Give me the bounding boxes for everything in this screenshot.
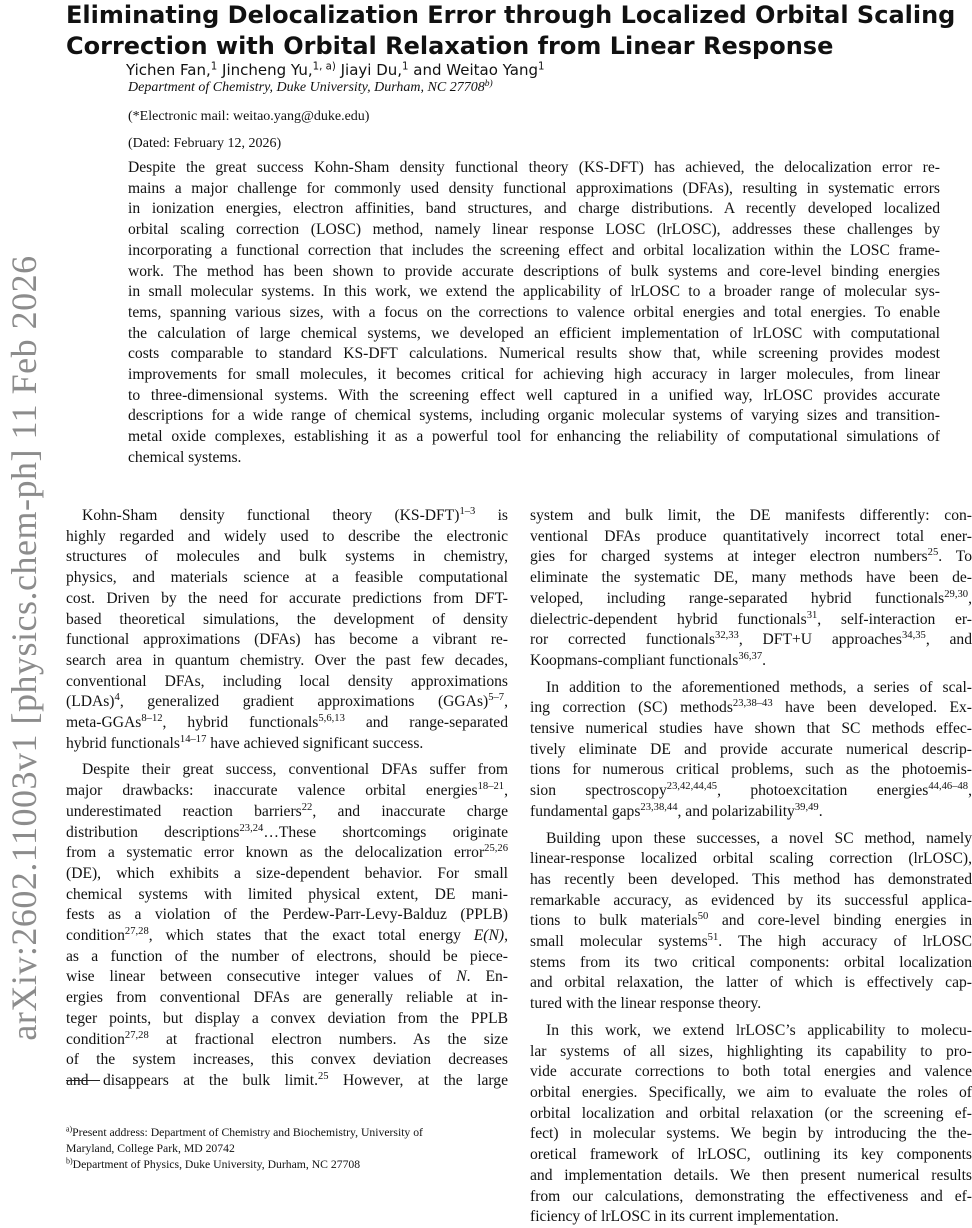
author-name: Jincheng Yu, bbox=[222, 61, 313, 79]
text-line: highly regarded and widely used to describe the electronic bbox=[66, 527, 508, 545]
text-line: ficiency of lrLOSC in its current implementation. bbox=[530, 1208, 839, 1226]
text-line: from our calculations, demonstrating the effectiveness and ef- bbox=[530, 1187, 972, 1205]
text-line: from a systematic error known as the delocalization error$^{25,26}$ bbox=[66, 843, 508, 862]
title-line: Eliminating Delocalization Error through Localized Orbital Scaling bbox=[66, 1, 956, 29]
text-line: fundamental gaps$^{23,38,44}$, and polarizability$^{39,49}$. bbox=[530, 802, 823, 820]
paragraph-introduction bbox=[66, 506, 508, 754]
affiliation: Department of Chemistry, Duke University, Durham, NC 27708$^{b)}$ bbox=[128, 78, 493, 95]
text-line: distribution descriptions$^{23,24}$…These shortcomings originate bbox=[66, 822, 508, 841]
arxiv-identifier: arXiv:2602.11003v1 [physics.chem-ph] 11 Feb 2026 bbox=[4, 254, 44, 1041]
text-line: small molecular systems$^{51}$. The high accuracy of lrLOSC bbox=[530, 932, 972, 951]
arxiv-sidebar-stamp bbox=[2, 195, 46, 1100]
text-line: based theoretical simulations, the development of density bbox=[66, 610, 508, 628]
text-line: (LDAs)$^4$, generalized gradient approximations (GGAs)$^{5-7}$, bbox=[66, 692, 508, 711]
footnotes bbox=[66, 1125, 508, 1173]
author-affiliation-mark: 1 bbox=[537, 61, 545, 73]
footnote-divider bbox=[66, 1080, 100, 1081]
text-line: major drawbacks: inaccurate valence orbital energies$^{18-21}$, bbox=[66, 781, 508, 800]
paragraph-lrlosc bbox=[530, 829, 972, 1015]
text-line: tensive numerical studies have shown that SC methods effec- bbox=[530, 720, 972, 738]
text-line: and disappears at the bulk limit.$^{25}$ However, at the large bbox=[66, 1071, 508, 1089]
text-line: fests as a violation of the Perdew-Parr-Levy-Balduz (PPLB) bbox=[66, 906, 508, 924]
abstract-line: costs comparable to standard KS-DFT calculations. Numerical results show that, while screening provides modest bbox=[128, 345, 940, 363]
body-column-right bbox=[530, 506, 972, 1228]
text-line: wise linear between consecutive integer values of N. En- bbox=[66, 968, 508, 986]
math-N: N bbox=[456, 968, 467, 986]
author-name: Jiayi Du, bbox=[340, 61, 403, 79]
text-line: ergies from conventional DFAs are generally reliable at in- bbox=[66, 989, 508, 1007]
text-line: tions for numerous critical problems, such as the photoemis- bbox=[530, 761, 972, 779]
contact-email: (*Electronic mail: weitao.yang@duke.edu) bbox=[128, 109, 370, 124]
abstract-line: incorporating a functional correction that includes the screening effect and orbital localization within the LOSC frame- bbox=[128, 241, 940, 259]
text-line: orbital localization and orbital relaxation (or the screening ef- bbox=[530, 1104, 972, 1122]
title-line: Correction with Orbital Relaxation from Linear Response bbox=[66, 32, 834, 60]
text-line: tively eliminate DE and provide accurate numerical descrip- bbox=[530, 740, 972, 758]
abstract-line: Despite the great success Kohn-Sham density functional theory (KS-DFT) has achieved, the delocalization error re- bbox=[128, 159, 940, 176]
abstract-line: in ionization energies, electron affinities, band structures, and charge distributions. A recently developed localized bbox=[128, 200, 940, 218]
author-name: and Weitao Yang bbox=[413, 61, 538, 79]
text-line: tured with the linear response theory. bbox=[530, 995, 762, 1013]
text-line: system and bulk limit, the DE manifests differently: con- bbox=[530, 507, 972, 524]
text-line: remarkable accuracy, as evidenced by its successful applica- bbox=[530, 891, 972, 909]
text-line: orbital energies. Specifically, we aim to evaluate the roles of bbox=[530, 1083, 972, 1101]
abstract-line: orbital scaling correction (LOSC) method, namely linear response LOSC (lrLOSC), addresses these challenges by bbox=[128, 221, 940, 239]
text-line: (DE), which exhibits a size-dependent behavior. For small bbox=[66, 864, 508, 882]
author-affiliation-mark: 1, a) bbox=[312, 61, 336, 73]
text-line: sion spectroscopy$^{23,42,44,45}$, photoexcitation energies$^{44,46-48}$, bbox=[530, 781, 972, 800]
abstract-line: improvements for small molecules, it becomes critical for achieving high accuracy in larger molecules, from linear bbox=[128, 366, 940, 384]
abstract-line: in small molecular systems. In this work, we extend the applicability of lrLOSC to a broader range of molecular sys- bbox=[128, 283, 940, 301]
text-line: search area in quantum chemistry. Over the past few decades, bbox=[66, 651, 508, 669]
text-line: vide accurate corrections to both total energies and valence bbox=[530, 1063, 972, 1081]
text-line: meta-GGAs$^{8-12}$, hybrid functionals$^{5,6,13}$ and range-separated bbox=[66, 713, 508, 732]
text-line: fect) in molecular systems. We begin by introducing the the- bbox=[530, 1125, 972, 1143]
text-line: Building upon these successes, a novel SC method, namely bbox=[546, 829, 972, 847]
text-line: functional approximations (DFAs) has become a vibrant re- bbox=[66, 631, 508, 649]
text-line: hybrid functionals$^{14-17}$ have achieved significant success. bbox=[66, 733, 424, 752]
abstract-line: metal oxide complexes, establishing it as a powerful tool for enhancing the reliability of computational simulations of bbox=[128, 428, 940, 446]
text-line: veloped, including range-separated hybrid functionals$^{29,30}$, bbox=[530, 588, 972, 607]
author-affiliation-mark: 1 bbox=[402, 61, 409, 73]
paragraph-drawbacks bbox=[66, 760, 508, 1091]
text-line: condition$^{27,28}$ at fractional electron numbers. As the size bbox=[66, 1029, 508, 1048]
text-line: oretical framework of lrLOSC, outlining its key components bbox=[530, 1146, 972, 1164]
text-line: structures of molecules and bulk systems in chemistry, bbox=[66, 548, 508, 566]
text-line: ing correction (SC) methods$^{23,38-43}$ have been developed. Ex- bbox=[530, 698, 972, 717]
text-line: In this work, we extend lrLOSC’s applicability to molecu- bbox=[546, 1021, 972, 1039]
date-line: (Dated: February 12, 2026) bbox=[128, 136, 282, 151]
paragraph-this-work bbox=[530, 1021, 972, 1228]
text-line: physics, and materials science at a feasible computational bbox=[66, 569, 508, 587]
text-line: and orbital relaxation, the latter of which is effectively cap- bbox=[530, 974, 972, 992]
text-line: underestimated reaction barriers$^{22}$, and inaccurate charge bbox=[66, 802, 508, 820]
text-line: condition$^{27,28}$, which states that the exact total energy E(N), bbox=[66, 926, 508, 945]
footnote-line: Maryland, College Park, MD 20742 bbox=[66, 1142, 235, 1155]
abstract-line: to three-dimensional systems. With the screening effect well captured in a unified way, lrLOSC provides accurate bbox=[128, 386, 940, 404]
abstract-line: tems, spanning various sizes, with a focus on the corrections to valence orbital energies and total energies. To enable bbox=[128, 303, 940, 321]
text-line: linear-response localized orbital scaling correction (lrLOSC), bbox=[530, 850, 972, 868]
math-E-of-N: E(N) bbox=[473, 927, 505, 945]
text-line: Koopmans-compliant functionals$^{36,37}$. bbox=[530, 651, 767, 669]
text-line: and implementation details. We then present numerical results bbox=[530, 1166, 972, 1184]
text-line: dielectric-dependent hybrid functionals$^{31}$, self-interaction er- bbox=[530, 609, 972, 628]
author-name: Yichen Fan, bbox=[126, 61, 211, 79]
abstract bbox=[128, 158, 940, 469]
text-line: chemical systems with limited physical extent, DE mani- bbox=[66, 885, 508, 903]
text-line: stems from its two critical components: orbital localization bbox=[530, 953, 972, 971]
abstract-line: work. The method has been shown to provide accurate descriptions of bulk systems and core-level binding energies bbox=[128, 262, 940, 280]
text-line: has recently been developed. This method has demonstrated bbox=[530, 870, 972, 888]
paragraph-bulk-limit bbox=[530, 506, 972, 672]
text-line: teger points, but display a convex deviation from the PPLB bbox=[66, 1009, 508, 1027]
abstract-line: descriptions for a wide range of chemical systems, including organic molecular systems of varying sizes and transition- bbox=[128, 407, 940, 425]
abstract-line: mains a major challenge for commonly used density functional approximations (DFAs), resulting in systematic errors bbox=[128, 179, 940, 197]
text-line: lar systems of all sizes, highlighting its capability to pro- bbox=[530, 1042, 972, 1060]
text-line: In addition to the aforementioned methods, a series of scal- bbox=[546, 678, 972, 696]
text-line: gies for charged systems at integer electron numbers$^{25}$. To bbox=[530, 547, 972, 566]
text-line: of the system increases, this convex deviation decreases bbox=[66, 1051, 508, 1069]
text-line: cost. Driven by the need for accurate predictions from DFT- bbox=[66, 589, 508, 607]
text-line: ror corrected functionals$^{32,33}$, DFT+U approaches$^{34,35}$, and bbox=[530, 630, 972, 649]
text-line: conventional DFAs, including local density approximations bbox=[66, 672, 508, 690]
abstract-line: the calculation of large chemical systems, we developed an efficient implementation of lrLOSC with computational bbox=[128, 324, 940, 342]
text-line: as a function of the number of electrons, should be piece- bbox=[66, 947, 508, 965]
text-line: Kohn-Sham density functional theory $(KS-DFT)^{1-3}$ is bbox=[82, 506, 508, 524]
abstract-line: chemical systems. bbox=[128, 448, 242, 466]
paragraph-scaling-correction bbox=[530, 678, 972, 823]
text-line: tions to bulk materials$^{50}$ and core-level binding energies in bbox=[530, 911, 972, 930]
text-line: eliminate the systematic DE, many methods have been de- bbox=[530, 569, 972, 587]
author-list bbox=[126, 60, 544, 80]
text-line: Despite their great success, conventional DFAs suffer from bbox=[82, 761, 508, 779]
paper-title bbox=[66, 0, 956, 62]
footnote-line: $^{a)}$Present address: Department of Chemistry and Biochemistry, University of bbox=[66, 1124, 423, 1139]
author-affiliation-mark: 1 bbox=[210, 61, 218, 73]
text-line: ventional DFAs produce quantitatively incorrect total ener- bbox=[530, 527, 972, 545]
footnote-line: $^{b)}$Department of Physics, Duke University, Durham, NC 27708 bbox=[66, 1156, 361, 1171]
body-column-left bbox=[66, 506, 508, 1092]
